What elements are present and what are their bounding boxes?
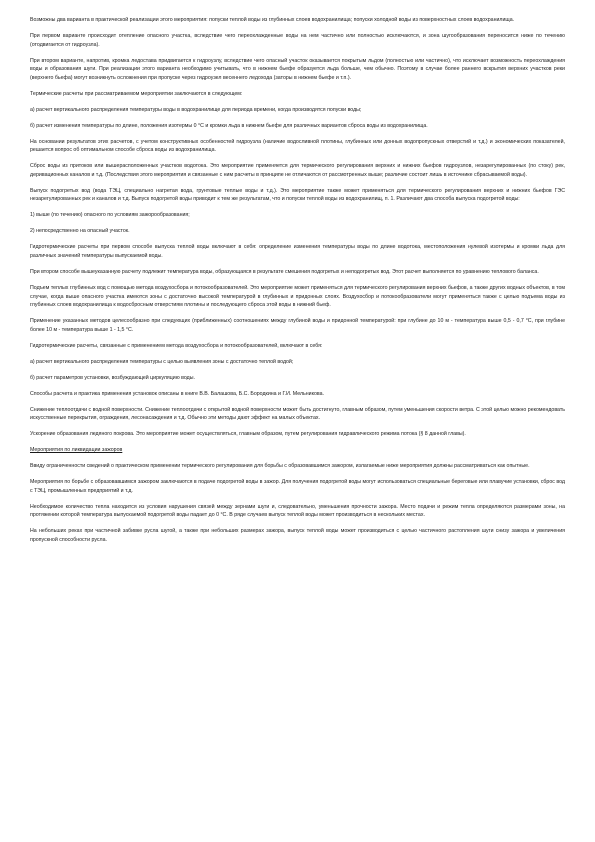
paragraph: При втором способе вышеуказанную расчету подлежит температура воды, образующаяся в результате смешения подогретых и неподогретых вод. Этот расчет выполняется по уравнению теплового баланса. (30, 268, 539, 275)
paragraph: При втором варианте, напротив, кромка ледостава придвигается к гидроузлу, вследствие чего опасный участок оказывается покрытым льдом (полностью или частично), что исключает возможность переохлаждения воды и образования шуги. При реализации этого варианта необходимо учитывать, что в нижнем бьефе образуется льда больше, чем обычно. Поэтому в случае более раннего вскрытия верхних участков реки (верхнего бьефа) могут возникнуть осложнения при пропуске через гидроузел весеннего ледохода (заторы в нижнем бьефе и т.п.). (30, 57, 565, 81)
paragraph: Подъем теплых глубинных вод с помощью метода воздухосбора и потокообразователей. Это мероприятие может применяться для термического регулирования верхних бьефов, а также других водных объектов, в том случае, когда выше опасного участка имеются зоны с достаточно высокой температурой в глубинных и придонных слоях. Воздухосбор и потокообразователи могут применяться также с целью подъема воды из глубинных слоев водохранилища к водосбросным отверстиям плотины и последующего сброса этой воды в нижний бьеф. (30, 284, 565, 309)
section-heading: Мероприятия по ликвидации зажоров (30, 447, 123, 454)
paragraph: Способы расчета и практика применения установок описаны в книге В.В. Балашова, Б.С. Бородкина и Г.И. Мельникова. (30, 390, 324, 397)
paragraph: Ввиду ограниченности сведений о практическом применении термического регулирования для борьбы с образовавшимся зажором, излагаемые ниже мероприятия должны рассматриваться как опытные. (30, 463, 530, 470)
paragraph: На небольших реках при частичной забивке русла шугой, а также при небольших размерах зажора, выпуск теплой воды может производиться с целью частичного растопления шуги снизу зажора и увеличения пропускной способности русла. (30, 528, 565, 543)
paragraph: Сброс воды из притоков или вышерасположенных участков водотока. Это мероприятие применяется для термического регулирования верхних и нижних бьефов гидроузлов, незарегулированных (по стоку) рек, деривационных каналов и т.д. (Последствия этого мероприятия и связанные с ним расчеты в принципе не отличаются от рассмотренных выше; различие состоит лишь в источнике сбрасываемой воды). (30, 163, 565, 178)
paragraph: Гидротермические расчеты при первом способе выпуска теплой воды включают в себя: определение изменения температуры воды по длине водотока, местоположения нулевой изотермы и кромки льда для различных значений температуры выпускаемой воды. (30, 244, 565, 259)
list-item: б) расчет изменения температуры по длине, положения изотермы 0 °С и кромки льда в нижнем бьефе для различных вариантов сброса воды из водохранилища. (30, 122, 428, 129)
paragraph: Гидротермические расчеты, связанные с применением метода воздухосбора и потокообразователей, включают в себя: (30, 342, 323, 349)
paragraph: На основании результатов этих расчетов, с учетом конструктивных особенностей гидроузла (наличие водосливной плотины, глубинных или донных водопропускных отверстий и т.д.) и экономических показателей, решается вопрос об оптимальном способе сброса воды из водохранилища. (30, 138, 565, 154)
paragraph: Ускорение образования ледяного покрова. Это мероприятие может осуществляться, главным образом, путем регулирования гидравлического режима потока (§ 8 данной главы). (30, 431, 466, 438)
paragraph: Снижение теплоотдачи с водной поверхности. Снижение теплоотдачи с открытой водной поверхности может быть достигнуто, главным образом, путем уменьшения скорости ветра. С этой целью можно рекомендовать искусственные перекрытия, ограждения, лесонасаждения и т.д. Обычно эти методы дают эффект на малых объектах. (30, 406, 565, 422)
list-item: а) расчет вертикального распределения температуры с целью выявления зоны с достаточно теплой водой; (30, 358, 294, 365)
list-item: 2) непосредственно на опасный участок. (30, 228, 130, 235)
list-item: 1) выше (по течению) опасного по условиям зажорообразования; (30, 212, 190, 219)
list-item: а) расчет вертикального распределения температуры воды в водохранилище для периода времени, когда производятся попуски воды; (30, 106, 362, 113)
paragraph: Возможны два варианта в практической реализации этого мероприятия: попуски теплой воды из глубинных слоев водохранилища; попуски холодной воды из поверхностных слоев водохранилища. (30, 17, 515, 23)
paragraph: Мероприятия по борьбе с образовавшимся зажором заключаются в подаче подогретой воды в зажор. Для получения подогретой воды могут использоваться специальные береговые или плавучие установки, сброс вод с ТЭЦ, промышленных предприятий и т.д. (30, 479, 565, 494)
paragraph: Выпуск подогретых вод (вода ТЭЦ, специально нагретая вода, грунтовые теплые воды и т.д.). Это мероприятие также может применяться для термического регулирования верхних и нижних бьефов ГЭС незарегулированных рек и каналов и т.д. Выпуск подогретой воды приводит к тем же результатам, что и попуски теплой воды из водохранилищ, п. 1. Различают два способа выпуска подогретой воды: (30, 187, 565, 203)
paragraph: Термические расчеты при рассматриваемом мероприятии заключаются в следующем: (30, 90, 243, 97)
paragraph: Необходимое количество тепла находится из условия нарушения связей между зернами шуги и, следовательно, уменьшения прочности зажора. Место подачи и режим тепла определяются размерами зоны, на протяжении которой температура выпускаемой подогретой воды падает до 0 °С. В ряде случаев выпуск теплой воды может производиться в нескольких местах. (30, 503, 565, 519)
paragraph: Применение указанных методов целесообразно при следующих (приближенных) соотношениях между глубиной воды и придонной температурой: при глубине до 10 м - температура выше 0,5 - 0,7 °С, при глубине более 10 м - температура выше 1 - 1,5 °С. (30, 318, 565, 333)
paragraph: При первом варианте происходит отепление опасного участка, вследствие чего переохлажденные воды на нем частично или полностью исключаются, и зона шугообразования переносится ниже по течению (отодвигается от гидроузла). (30, 32, 565, 48)
list-item: б) расчет параметров установки, возбуждающей циркуляцию воды. (30, 374, 195, 381)
